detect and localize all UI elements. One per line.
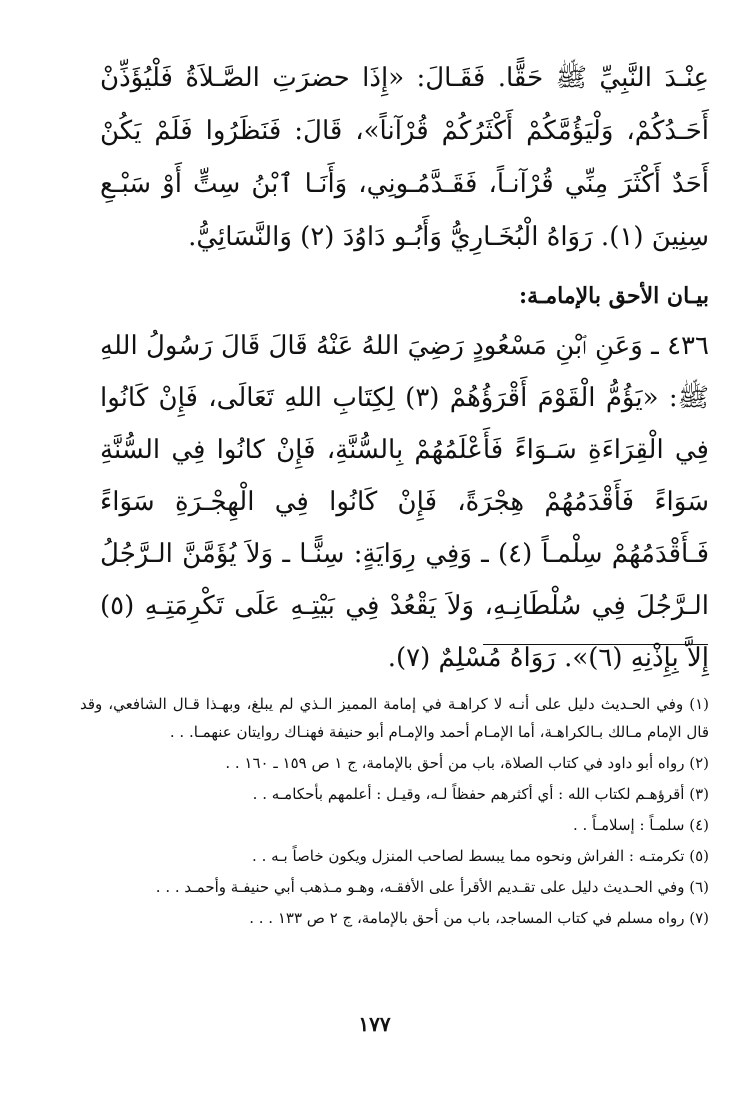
footnote-1: (١) وفي الحـديث دليل على أنـه لا كراهـة في إمامة المميز الـذي لم يبلغ، وبهـذا قـال الشافعي، وقد قال الإمام مـالك بـالكراهـة، أما الإمـام أحمد والإمـام أبو حنيفة فهنـاك روايتان عنهمـا. . . (80, 695, 709, 741)
section-heading: بيـان الأحق بالإمامـة: (519, 283, 709, 309)
footnote-5: (٥) تكرمتـه : الفراش ونحوه مما يبسط لصاحب المنزل ويكون خاصاً بـه . . (252, 847, 709, 865)
footnote-divider (483, 644, 708, 645)
footnotes (80, 690, 709, 935)
hadith-text (100, 320, 709, 684)
page-number: ١٧٧ (358, 1012, 391, 1036)
main-text (100, 52, 709, 264)
footnote-3: (٣) أقرؤهـم لكتاب الله : أي أكثرهم حفظاً لـه، وقيـل : أعلمهم بأحكامـه . . (252, 785, 709, 803)
hadith-paragraph: ٤٣٦ ـ وَعَنِ ٱبْنِ مَسْعُودٍ رَضِيَ اللهُ عَنْهُ قَالَ قَالَ رَسُولُ اللهِ ﷺ: «يَؤُمُّ الْقَوْمَ أَقْرَؤُهُمْ (٣) لِكِتَابِ اللهِ تَعَالَى، فَإِنْ كَانُوا فِي الْقِرَاءَةِ سَـوَاءً فَأَعْلَمُهُمْ بِالسُّنَّةِ، فَإِنْ كانُوا فِي السُّنَّةِ سَوَاءً فَأَقْدَمُهُمْ هِجْرَةً، فَإِنْ كَانُوا فِي الْهِجْـرَةِ سَوَاءً فَـأَقْدَمُهُمْ سِلْمـاً (٤) ـ وَفِي رِوَايَةٍ: سِنًّـا ـ وَلاَ يُؤَمَّنَّ الـرَّجُلُ الـرَّجُلَ فِي سُلْطَانِـهِ، وَلاَ يَقْعُدْ فِي بَيْتِـهِ عَلَى تَكْرِمَتِـهِ (٥) إِلاَّ بِإِذْنِهِ (٦)». رَوَاهُ مُسْلِمٌ (٧). (100, 331, 709, 673)
footnote-4: (٤) سلمـاً : إسلامـاً . . (572, 816, 709, 834)
footnote-6: (٦) وفي الحـديث دليل على تقـديم الأقرأ على الأفقـه، وهـو مـذهب أبي حنيفـة وأحمـد . . . (155, 878, 709, 896)
footnote-7: (٧) رواه مسلم في كتاب المساجد، باب من أحق بالإمامة، ج ٢ ص ١٣٣ . . . (249, 909, 709, 927)
footnote-2: (٢) رواه أبو داود في كتاب الصلاة، باب من أحق بالإمامة، ج ١ ص ١٥٩ ـ ١٦٠ . . (225, 754, 709, 772)
main-paragraph: عِنْـدَ النَّبِيِّ ﷺ حَقًّا. فَقَـالَ: «إِذَا حضرَتِ الصَّـلاَةُ فَلْيُؤَذِّنْ أَحَـدُكُمْ، وَلْيَؤُمَّكُمْ أَكْثَرُكُمْ قُرْآناً»، قَالَ: فَنَظَرُوا فَلَمْ يَكُنْ أَحَدٌ أَكْثَرَ مِنِّي قُرْآنـاً، فَقَـدَّمُـونِي، وَأَنَـا ٱبْنُ سِتٍّ أَوْ سَبْـعِ سِنِينَ (١). رَوَاهُ الْبُخَـارِيُّ وَأَبُـو دَاوُدَ (٢) وَالنَّسَائِيُّ. (100, 63, 709, 252)
